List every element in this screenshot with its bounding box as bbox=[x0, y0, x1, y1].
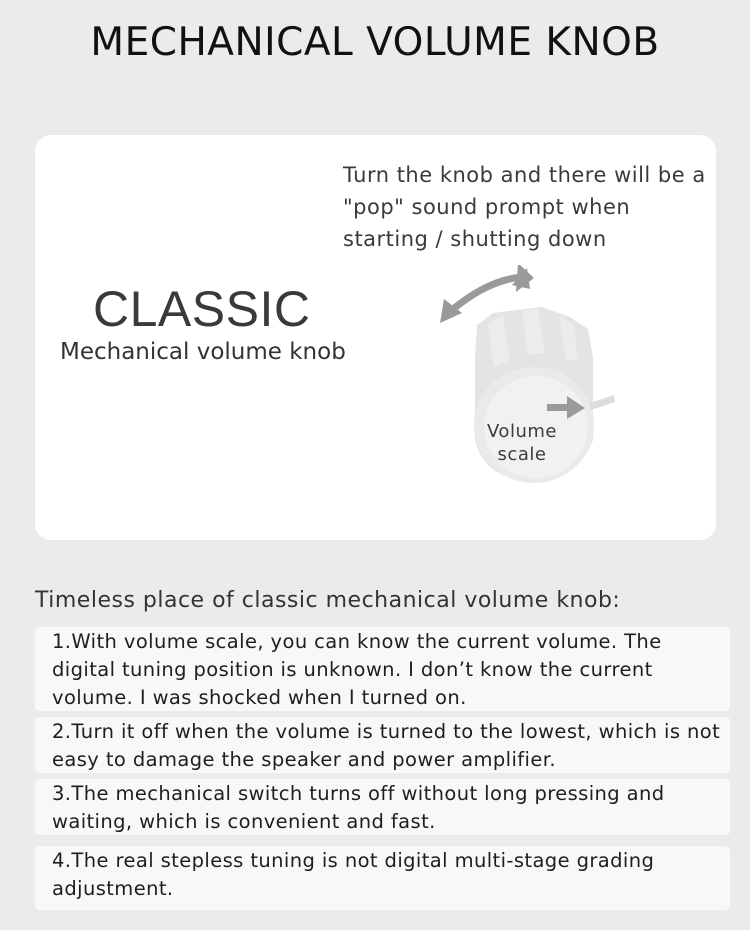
feature-item-2 bbox=[35, 717, 730, 773]
feature-item-4 bbox=[35, 846, 730, 910]
features-heading: Timeless place of classic mechanical volume knob: bbox=[35, 588, 621, 613]
classic-heading: CLASSIC bbox=[93, 281, 311, 337]
volume-scale-line-1: Volume bbox=[487, 421, 557, 442]
feature-item-2-text: 2.Turn it off when the volume is turned to the lowest, which is not easy to damage the speaker and power amplifier. bbox=[52, 720, 721, 771]
page-title: MECHANICAL VOLUME KNOB bbox=[90, 20, 660, 65]
volume-scale-label bbox=[477, 420, 567, 466]
feature-item-3 bbox=[35, 779, 730, 835]
knob-feature-card bbox=[35, 135, 716, 540]
classic-subtitle: Mechanical volume knob bbox=[60, 339, 346, 365]
feature-item-1 bbox=[35, 627, 730, 711]
volume-scale-line-2: scale bbox=[497, 444, 547, 465]
pop-sound-description: Turn the knob and there will be a "pop" sound prompt when starting / shutting down bbox=[343, 163, 706, 251]
feature-item-1-text: 1.With volume scale, you can know the current volume. The digital tuning position is unknown. I don’t know the current volume. I was shocked when I turned on. bbox=[52, 630, 662, 709]
feature-item-4-text: 4.The real stepless tuning is not digital multi-stage grading adjustment. bbox=[52, 849, 655, 900]
feature-item-3-text: 3.The mechanical switch turns off without long pressing and waiting, which is convenient and fast. bbox=[52, 782, 665, 833]
